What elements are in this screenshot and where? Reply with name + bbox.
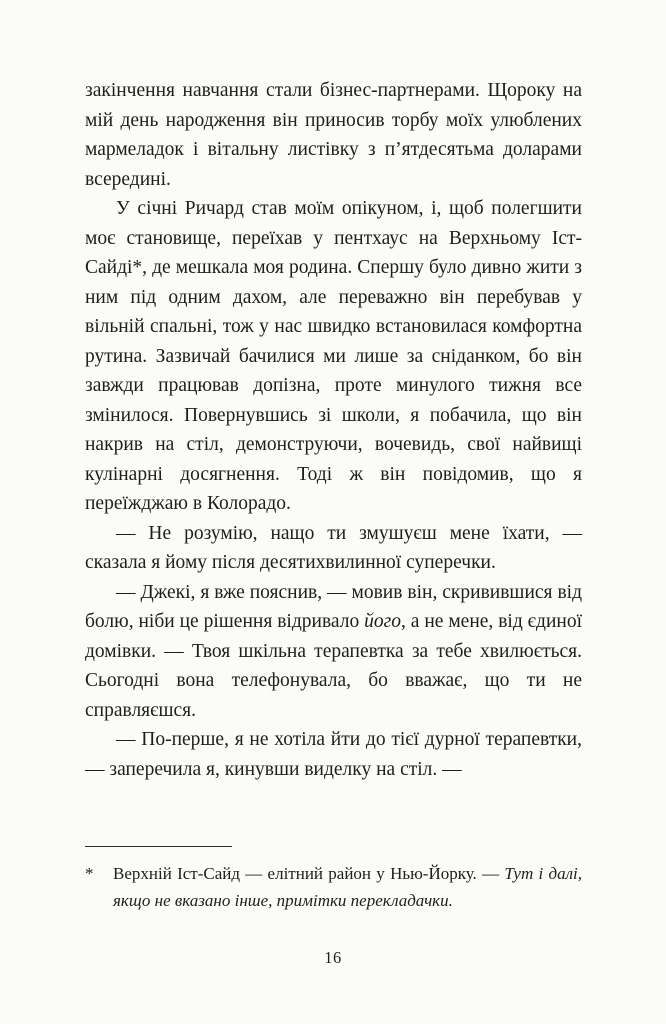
body-text (85, 76, 582, 784)
page-number: 16 (324, 948, 342, 967)
paragraph (85, 519, 582, 578)
paragraph (85, 725, 582, 784)
footnote-section (85, 846, 582, 914)
paragraph (85, 194, 582, 519)
paragraph (85, 76, 582, 194)
text-run: Верхній Іст-Сайд — елітний район у Нью-Йорку. — (113, 864, 505, 883)
text-run: — Джекі, я вже пояснив, — мовив він, скривившися від болю, ніби це рішення відривало (85, 581, 582, 632)
footnote-divider (85, 846, 232, 847)
text-run: Тут і далі, якщо не вказано інше, примітки перекладачки. (113, 864, 582, 910)
text-run: У січні Ричард став моїм опікуном, і, щоб полегшити моє становище, переїхав у пентхаус на Верхньому Іст-Сайді*, де мешкала моя родина. Спершу було дивно жити з ним під одним дахом, але переважно він перебував у вільній спальні, тож у нас швидко встановилася комфортна рутина. Зазвичай бачилися ми лише за сніданком, бо він завжди працював допізна, проте минулого тижня все змінилося. Повернувшись зі школи, я побачила, що він накрив на стіл, демонструючи, вочевидь, свої найвищі кулінарні досягнення. Тоді ж він повідомив, що я переїжджаю в Колорадо. (85, 198, 582, 514)
footnote-text (113, 861, 582, 914)
footnote-marker: * (85, 864, 94, 883)
paragraph (85, 578, 582, 726)
text-run: його (364, 611, 401, 632)
text-run: — По-перше, я не хотіла йти до тієї дурної терапевтки, — заперечила я, кинувши виделку на стіл. — (85, 729, 582, 780)
text-run: закінчення навчання стали бізнес-партнерами. Щороку на мій день народження він приносив торбу моїх улюблених мармеладок і вітальну листівку з п’ятдесятьма доларами всередині. (85, 80, 582, 190)
footnote (85, 861, 582, 914)
text-run: — Не розумію, нащо ти змушуєш мене їхати, — сказала я йому після десятихвилинної суперечки. (85, 522, 582, 573)
text-run: , а не мене, від єдиної домівки. — Твоя шкільна терапевтка за тебе хвилюється. Сьогодні вона телефонувала, бо вважає, що ти не справляєшся. (85, 611, 582, 721)
